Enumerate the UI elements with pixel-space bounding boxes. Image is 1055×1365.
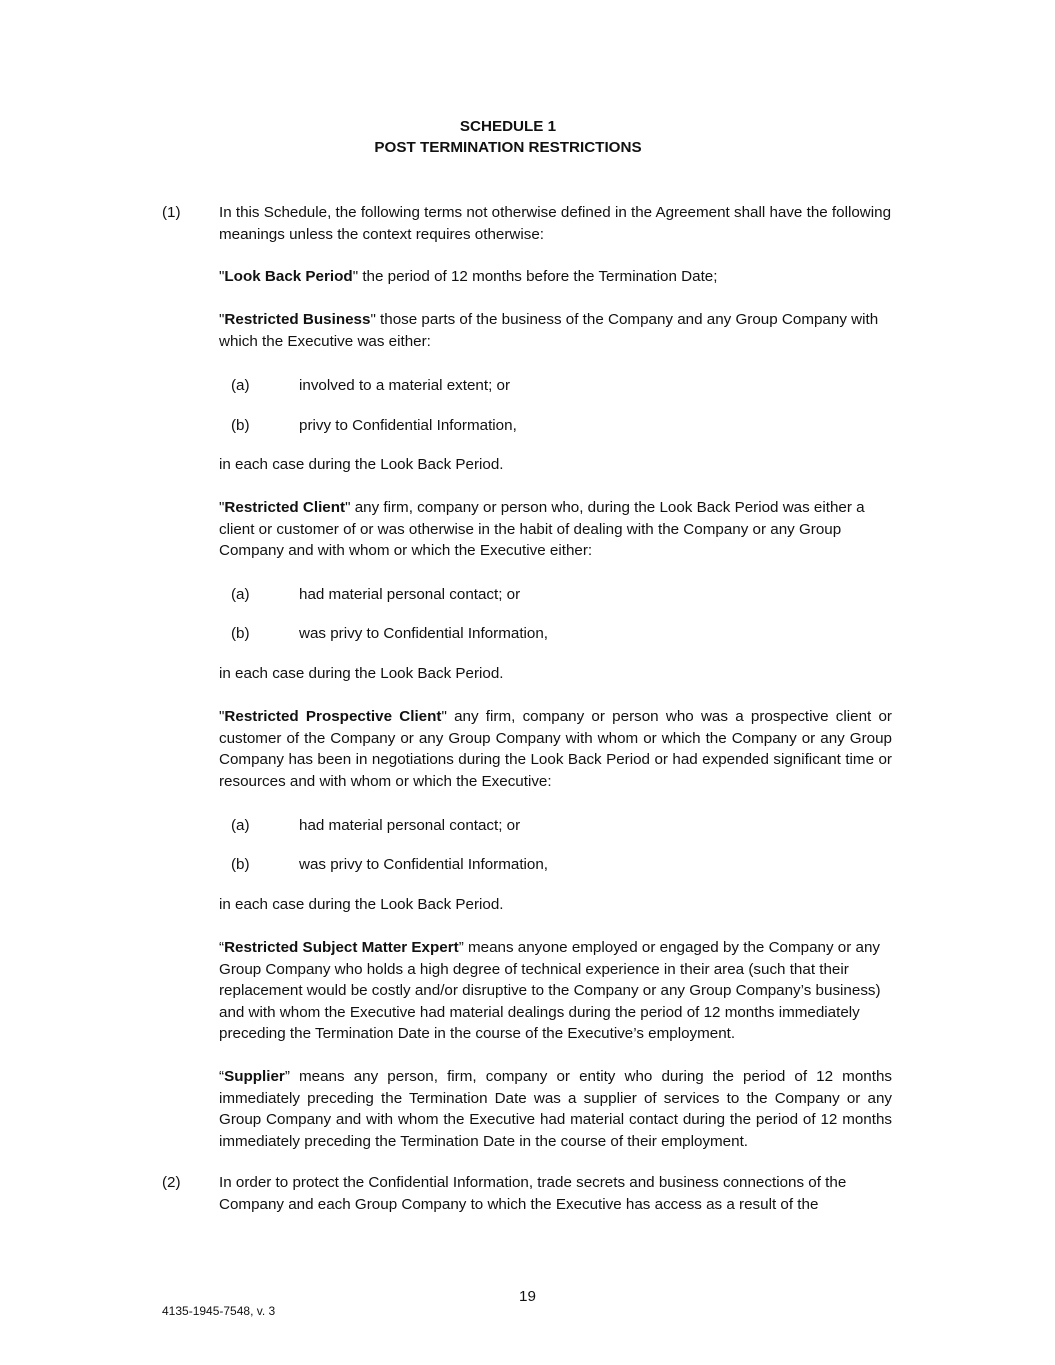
list-item-label: (b) [231,417,250,434]
clause-1-number: (1) [162,204,181,221]
list-item-text: had material personal contact; or [299,817,521,834]
list-item-text: was privy to Confidential Information, [299,625,549,642]
list-item-label: (a) [231,377,250,394]
defined-term: Restricted Subject Matter Expert [224,939,459,956]
definition-supplier: “Supplier” means any person, firm, company or entity who during the period of 12 months immediately preceding the Termination Date was a supplier of services to the Company or any Group Company and with whom the Executive had material contact during the period of 12 months immediately preceding the Termination Date in the course of their employment. [219,1068,892,1150]
closing-text: in each case during the Look Back Period. [219,665,504,682]
list-item-label: (b) [231,625,250,642]
list-item-text: had material personal contact; or [299,586,521,603]
definition-look-back-period: "Look Back Period" the period of 12 months before the Termination Date; [219,268,718,285]
list-item-label: (a) [231,586,250,603]
page-number: 19 [519,1288,536,1305]
document-reference: 4135-1945-7548, v. 3 [162,1304,276,1318]
definition-restricted-business: "Restricted Business" those parts of the business of the Company and any Group Company with which the Executive was either: [219,311,879,350]
defined-term: Restricted Business [224,311,371,328]
list-item-text: was privy to Confidential Information, [299,856,549,873]
defined-term: Supplier [224,1068,285,1085]
clause-1-intro: In this Schedule, the following terms not otherwise defined in the Agreement shall have the following meanings unless the context requires otherwise: [219,204,892,243]
list-item-label: (a) [231,817,250,834]
definition-restricted-subject-matter-expert: “Restricted Subject Matter Expert” means anyone employed or engaged by the Company or any Group Company who holds a high degree of technical experience in their area (such that their replacement would be costly and/or disruptive to the Company or any Group Company’s business) and with whom the Executive had material dealings during the period of 12 months immediately preceding the Termination Date in the course of the Executive’s employment. [219,939,881,1042]
definition-restricted-prospective-client: "Restricted Prospective Client" any firm, company or person who was a prospective client or customer of the Company or any Group Company with whom or which the Company or any Group Company has been in negotiations during the Look Back Period or had expended significant time or resources and with whom or which the Executive: [219,708,892,790]
definition-restricted-client: "Restricted Client" any firm, company or person who, during the Look Back Period was either a client or customer of or was otherwise in the habit of dealing with the Company or any Group Company and with whom or which the Executive either: [219,499,865,559]
closing-text: in each case during the Look Back Period. [219,896,504,913]
schedule-title: SCHEDULE 1 [459,118,557,135]
list-item-label: (b) [231,856,250,873]
defined-term: Look Back Period [224,268,353,285]
list-item-text: privy to Confidential Information, [299,417,517,434]
clause-2-number: (2) [162,1174,181,1191]
list-item-text: involved to a material extent; or [299,377,511,394]
schedule-subtitle: POST TERMINATION RESTRICTIONS [374,139,642,156]
clause-2-text: In order to protect the Confidential Information, trade secrets and business connections of the Company and each Group Company to which the Executive has access as a result of the [219,1174,847,1213]
closing-text: in each case during the Look Back Period. [219,456,504,473]
defined-term: Restricted Prospective Client [224,708,442,725]
defined-term: Restricted Client [224,499,346,516]
